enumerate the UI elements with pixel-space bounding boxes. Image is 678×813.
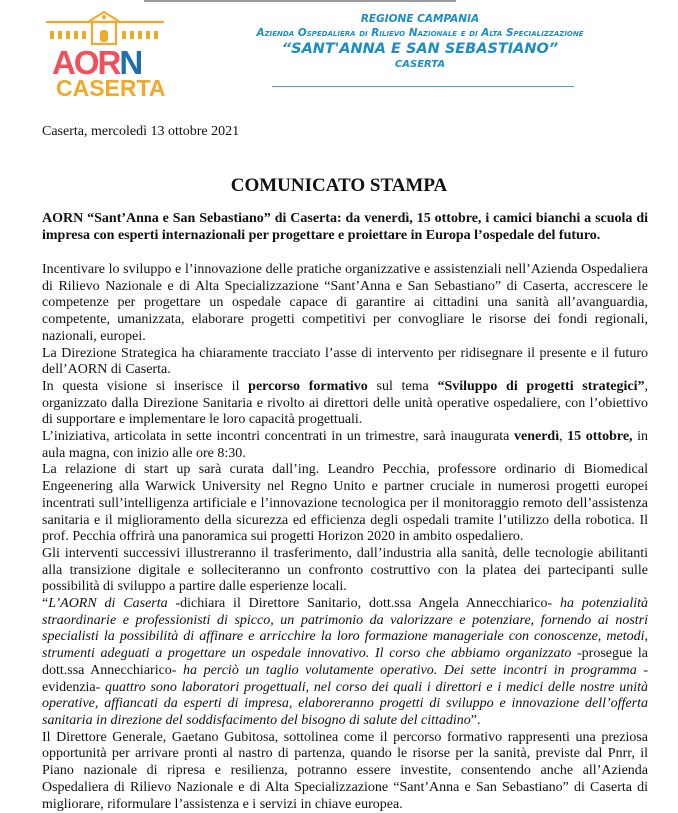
italic-text: L’AORN di Caserta <box>48 596 168 612</box>
text: , <box>559 429 568 445</box>
bold-text: percorso formativo <box>248 378 368 394</box>
document-subtitle: AORN “Sant’Anna e San Sebastiano” di Caserta: da venerdì, 15 ottobre, i camici bianchi a scuola di impresa con esperti internazionali per progettare e proiettare in Europa l’ospedale del futuro. <box>42 211 648 243</box>
text: -dichiara il Direttore Sanitario, dott.ssa Angela Annecchiarico- <box>167 596 561 612</box>
text: ”. <box>470 712 481 728</box>
text: -evidenzia- <box>42 662 648 695</box>
italic-text: ha perciò un taglio volutamente operativo. Dei sette incontri in programma <box>183 662 637 678</box>
bold-text: venerdì <box>513 429 560 445</box>
paragraph <box>42 596 648 730</box>
logo-letter: O <box>73 44 98 81</box>
logo-letter: N <box>119 44 142 81</box>
bold-text: “Sviluppo di progetti strategici” <box>437 378 645 394</box>
logo-letter: A <box>52 44 74 81</box>
header-divider <box>272 86 574 87</box>
bold-text: 15 ottobre, <box>567 429 633 445</box>
date-line: Caserta, mercoledì 13 ottobre 2021 <box>42 124 240 139</box>
top-divider <box>144 0 456 2</box>
logo-letter: R <box>97 44 120 81</box>
paragraph: La Direzione Strategica ha chiaramente tracciato l’asse di intervento per ridisegnare il presente e il futuro dell’AORN di Caserta. <box>42 345 648 378</box>
agency-name: Azienda Ospedaliera di Rilievo Nazionale e di Alta Specializzazione <box>256 27 584 39</box>
hospital-name: “SANT'ANNA E SAN SEBASTIANO” <box>281 41 559 57</box>
text: , organizzato dalla Direzione Sanitaria e rivolto ai direttori delle unità operative ospedaliere, con l’obiettivo di supportare e implementare le loro capacità progettuali. <box>42 378 649 428</box>
paragraph <box>42 429 648 462</box>
paragraph: La relazione di start up sarà curata dall’ing. Leandro Pecchia, professore ordinario di Biomedical Engeenering alla Warwick University nel Regno Unito e partner cruciale in numerosi progetti europei incentrati sull’intelligenza artificiale e l’innovazione tecnologica per il monitoraggio remoto dell’assistenza sanitaria e il miglioramento della sicurezza ed efficienza degli ospedali tramite l’utilizzo della robotica. Il prof. Pecchia offrirà una panoramica sui progetti Horizon 2020 in ambito ospedaliero. <box>42 462 648 545</box>
text: L’iniziativa, articolata in sette incontri concentrati in un trimestre, sarà inaugurata <box>42 429 514 445</box>
hospital-building-icon <box>40 6 170 48</box>
header-city: CASERTA <box>394 59 446 70</box>
document-title: COMUNICATO STAMPA <box>230 175 448 196</box>
paragraph: Incentivare lo sviluppo e l’innovazione delle pratiche organizzative e assistenziali nell’Azienda Ospedaliera di Rilievo Nazionale e di Alta Specializzazione “Sant’Anna e San Sebastiano” di Caserta, accrescere le competenze per progettare un ospedale capace di garantire ai cittadini una sanità all’avanguardia, competente, umanizzata, elaborare progetti competitivi per convogliare le risorse dei fondi regionali, nazionali, europei. <box>42 262 648 344</box>
region-name: REGIONE CAMPANIA <box>360 13 480 25</box>
aorn-logo <box>40 6 170 104</box>
text: -prosegue la dott.ssa Annecchiarico- <box>42 646 648 678</box>
text: in aula magna, con inizio alle ore 8:30. <box>42 429 649 461</box>
letterhead <box>230 13 610 71</box>
logo-city: CASERTA <box>56 75 166 101</box>
paragraph <box>42 379 648 429</box>
paragraph: Gli interventi successivi illustreranno il trasferimento, dall’industria alla sanità, delle tecnologie abilitanti alla transizione digitale e solleciteranno un confronto costruttivo con la platea dei partecipanti sulle possibilità di sviluppo a partire dalle esperienze locali. <box>42 545 648 595</box>
text: In questa visione si inserisce il <box>42 378 249 394</box>
text: sul tema <box>367 378 438 394</box>
paragraph: Il Direttore Generale, Gaetano Gubitosa, sottolinea come il percorso formativo rappresenti una preziosa opportunità per arrivare pronti al nastro di partenza, quando le risorse per la sanità, previste dal Pnrr, il Piano nazionale di ripresa e resilienza, potranno essere investite, consentendo anche all’Azienda Ospedaliera di Rilievo Nazionale e di Alta Specializzazione “Sant’Anna e San Sebastiano” di Caserta di migliorare, riformulare l’assistenza e i servizi in chiave europea. <box>42 729 648 812</box>
document-body <box>42 262 648 813</box>
italic-text: quattro sono laboratori progettuali, nel corso dei quali i direttori e i medici delle nostre unità operative, affiancati da esperti di impresa, elaboreranno progetti di sviluppo e innovazione dell’offerta sanitaria in direzione del soddisfacimento del bisogno di salute del cittadino <box>42 679 648 728</box>
italic-text: ha potenzialità straordinarie e professionisti di spicco, un patrimonio da valorizzare e potenziare, fornendo ai nostri specialisti la possibilità di affinare e arricchire la loro formazione manageriale con conoscenze, metodi, strumenti adeguati a progettare un ospedale innovativo. Il corso che abbiamo organizzato <box>42 596 648 662</box>
text: “ <box>42 596 49 612</box>
